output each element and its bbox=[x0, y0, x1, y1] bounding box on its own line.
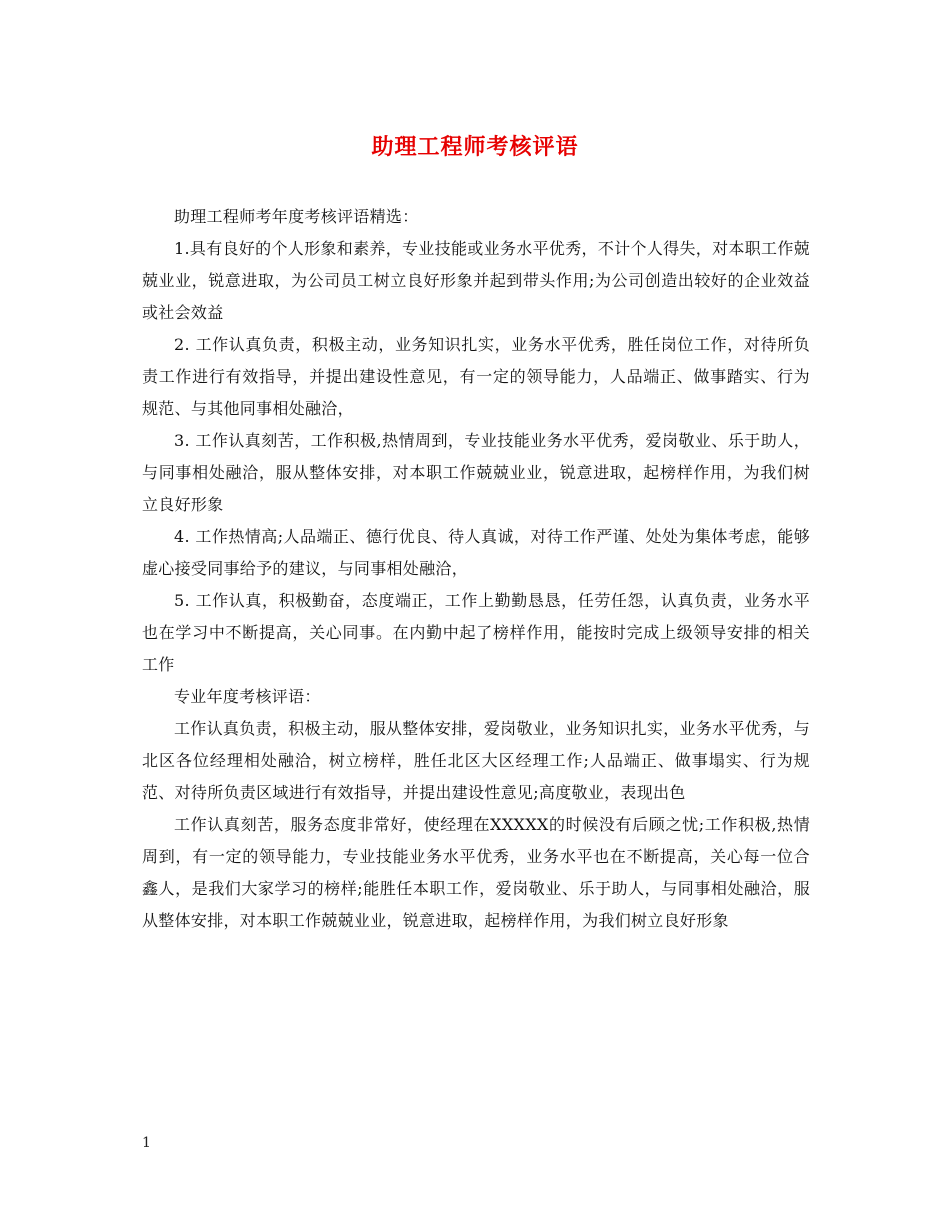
document-body bbox=[142, 201, 810, 937]
document-title: 助理工程师考核评语 bbox=[371, 134, 579, 160]
page-number: 1 bbox=[142, 1135, 151, 1151]
section-heading-professional: 专业年度考核评语： bbox=[174, 687, 321, 706]
paragraph-professional-1: 工作认真负责，积极主动，服从整体安排，爱岗敬业，业务知识扎实，业务水平优秀，与北区各位经理相处融洽，树立榜样，胜任北区大区经理工作;人品端正、做事塌实、行为规范、对待所负责区域进行有效指导，并提出建设性意见;高度敬业，表现出色 bbox=[142, 719, 810, 802]
paragraph-intro: 助理工程师考年度考核评语精选： bbox=[174, 207, 419, 226]
paragraph-item-1: 1.具有良好的个人形象和素养，专业技能或业务水平优秀，不计个人得失，对本职工作兢兢业业，锐意进取，为公司员工树立良好形象并起到带头作用;为公司创造出较好的企业效益或社会效益 bbox=[142, 239, 810, 322]
paragraph-professional-2: 工作认真刻苦，服务态度非常好，使经理在XXXXX的时候没有后顾之忧;工作积极,热情周到，有一定的领导能力，专业技能业务水平优秀，业务水平也在不断提高，关心每一位合鑫人，是我们大家学习的榜样;能胜任本职工作，爱岗敬业、乐于助人，与同事相处融洽，服从整体安排，对本职工作兢兢业业，锐意进取，起榜样作用，为我们树立良好形象 bbox=[142, 815, 810, 930]
paragraph-item-2: 2. 工作认真负责，积极主动，业务知识扎实，业务水平优秀，胜任岗位工作，对待所负责工作进行有效指导，并提出建设性意见，有一定的领导能力，人品端正、做事踏实、行为规范、与其他同事相处融洽， bbox=[142, 335, 810, 418]
paragraph-item-4: 4. 工作热情高;人品端正、德行优良、待人真诚，对待工作严谨、处处为集体考虑，能够虚心接受同事给予的建议，与同事相处融洽， bbox=[142, 527, 810, 578]
paragraph-item-3: 3. 工作认真刻苦，工作积极,热情周到，专业技能业务水平优秀，爱岗敬业、乐于助人，与同事相处融洽，服从整体安排，对本职工作兢兢业业，锐意进取，起榜样作用，为我们树立良好形象 bbox=[142, 431, 810, 514]
paragraph-item-5: 5. 工作认真，积极勤奋，态度端正，工作上勤勤恳恳，任劳任怨，认真负责，业务水平也在学习中不断提高，关心同事。在内勤中起了榜样作用，能按时完成上级领导安排的相关工作 bbox=[142, 591, 810, 674]
